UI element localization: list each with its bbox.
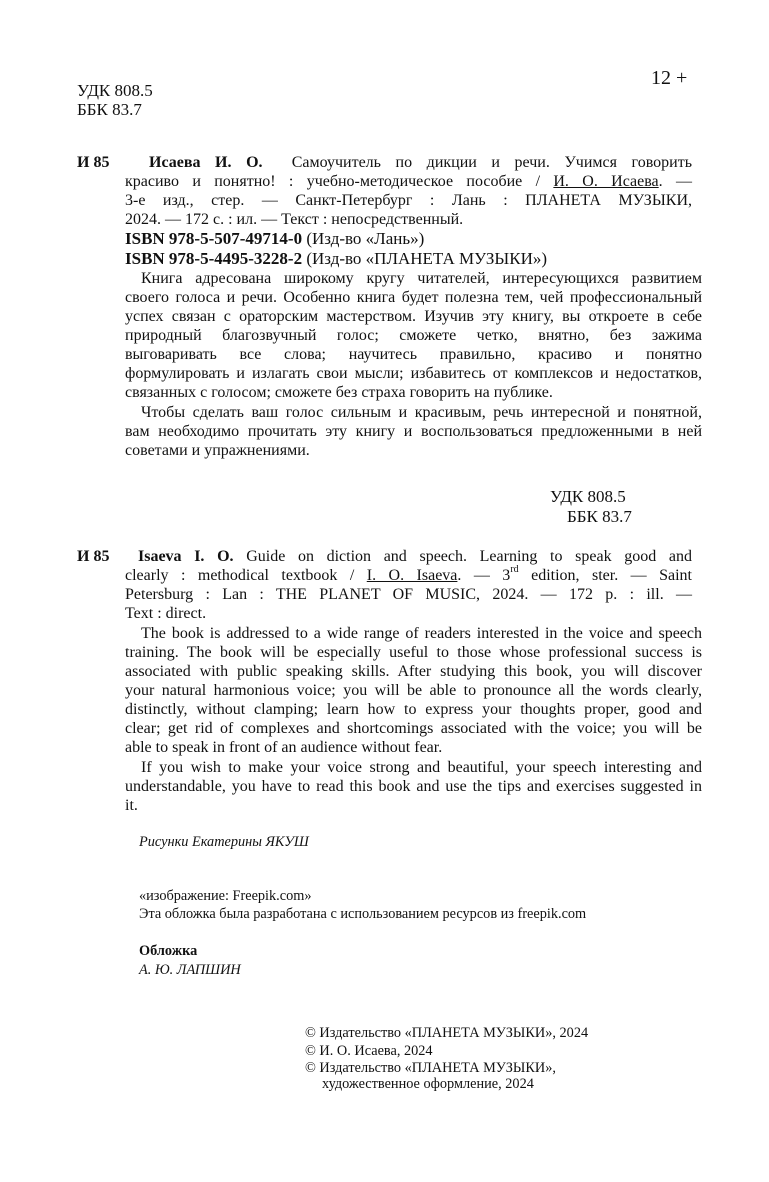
ru-author: Исаева И. О. (149, 154, 263, 171)
ru-title-line-3: 3-е изд., стер. — Санкт-Петербург : Лань : ПЛАНЕТА МУЗЫКИ, (125, 192, 692, 209)
copyright-line: © И. О. Исаева, 2024 (305, 1043, 433, 1059)
copyright-line: художественное оформление, 2024 (322, 1076, 534, 1092)
ru-abstract-line: вам необходимо прочитать эту книгу и воспользоваться предложенными в ней (125, 423, 702, 440)
ru-abstract-line: советами и упражнениями. (125, 442, 310, 459)
ru-author-name: И. О. Исаева (553, 173, 659, 190)
ru-abstract-line: успех связан с ораторским мастерством. Изучив эту книгу, вы откроете в себе (125, 308, 702, 325)
cover-resources-note: Эта обложка была разработана с использованием ресурсов из freepik.com (139, 906, 587, 922)
en-abstract-line: distinctly, without clamping; learn how to express your thoughts proper, good and (125, 701, 702, 718)
cover-author: А. Ю. ЛАПШИН (139, 962, 241, 978)
en-title-line-2: clearly : methodical textbook / I. O. Isaeva. — 3rd edition, ster. — Saint (125, 563, 693, 584)
en-abstract-line: associated with public speaking skills. After studying this book, you will discover (125, 663, 702, 680)
ru-abstract-line: связанных с голосом; сможете без страха говорить на публике. (125, 384, 553, 401)
ru-abstract-line: своего голоса и речи. Особенно книга будет полезна тем, чей профессиональный (125, 289, 702, 306)
mid-udk-code: УДК 808.5 (550, 487, 626, 506)
ru-abstract-line: Книга адресована широкому кругу читателей, интересующихся развитием (141, 270, 702, 287)
en-abstract-line: your natural harmonious voice; you will be able to pronounce all the words clearly, (125, 682, 702, 699)
en-title-line-4: Text : direct. (125, 605, 207, 622)
image-source-credit: «изображение: Freepik.com» (139, 888, 312, 904)
ru-abstract-line: Чтобы сделать ваш голос сильным и красивым, речь интересной и понятной, (141, 404, 702, 421)
ru-abstract-line: природный благозвучный голос; сможете четко, внятно, без зажима (125, 327, 702, 344)
isbn-planet: ISBN 978-5-4495-3228-2 (Изд-во «ПЛАНЕТА МУЗЫКИ») (125, 249, 548, 268)
ru-title-line-2: красиво и понятно! : учебно-методическое пособие / И. О. Исаева. — (125, 173, 693, 190)
en-author-name: I. O. Isaeva (366, 567, 458, 584)
en-abstract-line: training. The book will be especially useful to those whose professional success is (125, 644, 702, 661)
en-abstract-line: clear; get rid of complexes and shortcomings associated with the voice; you will be (125, 720, 702, 737)
en-abstract-line: understandable, you have to read this book and use the tips and exercises suggested in (125, 778, 702, 795)
en-index: И 85 (77, 548, 110, 565)
ru-index: И 85 (77, 154, 110, 171)
isbn-lan: ISBN 978-5-507-49714-0 (Изд-во «Лань») (125, 229, 425, 248)
copyright-line: © Издательство «ПЛАНЕТА МУЗЫКИ», (305, 1060, 556, 1076)
age-rating: 12 + (651, 67, 688, 89)
illustrations-credit: Рисунки Екатерины ЯКУШ (139, 834, 309, 850)
mid-bbk-code: ББК 83.7 (567, 507, 632, 526)
en-author: Isaeva I. O. (138, 548, 234, 565)
ru-abstract-line: формулировать и излагать свои мысли; избавитесь от комплексов и недостатков, (125, 365, 702, 382)
en-title-line-3: Petersburg : Lan : THE PLANET OF MUSIC, 2024. — 172 p. : ill. — (125, 586, 692, 603)
ru-title-line-1: Исаева И. О. Самоучитель по дикции и речи. Учимся говорить (149, 154, 693, 171)
en-title-line-1: Isaeva I. O. Guide on diction and speech. Learning to speak good and (138, 548, 692, 565)
en-abstract-line: If you wish to make your voice strong and beautiful, your speech interesting and (141, 759, 702, 776)
udk-code: УДК 808.5 (77, 81, 153, 100)
en-abstract-line: able to speak in front of an audience without fear. (125, 739, 443, 756)
copyright-line: © Издательство «ПЛАНЕТА МУЗЫКИ», 2024 (305, 1025, 589, 1041)
cover-label: Обложка (139, 943, 198, 959)
bbk-code: ББК 83.7 (77, 100, 142, 119)
en-abstract-line: it. (125, 797, 138, 814)
ru-title-line-4: 2024. — 172 с. : ил. — Текст : непосредственный. (125, 211, 464, 228)
ru-abstract-line: выговаривать все слова; научитесь правильно, красиво и понятно (125, 346, 702, 363)
en-abstract-line: The book is addressed to a wide range of readers interested in the voice and speech (141, 625, 702, 642)
